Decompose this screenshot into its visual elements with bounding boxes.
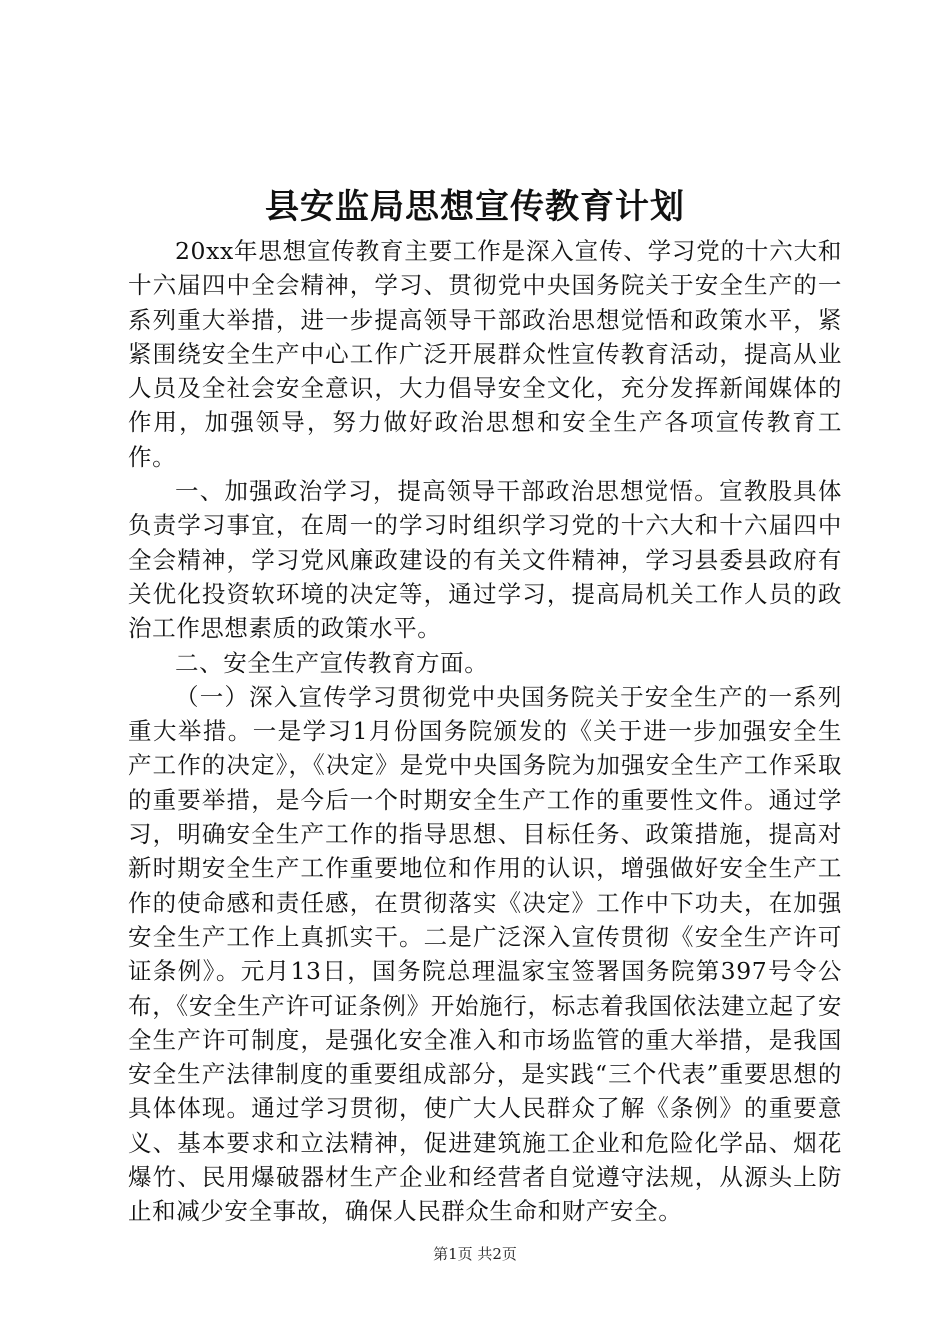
subsection-one-paragraph: （一）深入宣传学习贯彻党中央国务院关于安全生产的一系列重大举措。一是学习1月份国务院颁发的《关于进一步加强安全生产工作的决定》，《决定》是党中央国务院为加强安全生产工作采取的重要举措，是今后一个时期安全生产工作的重要性文件。通过学习，明确安全生产工作的指导思想、目标任务、政策措施，提高对新时期安全生产工作重要地位和作用的认识，增强做好安全生产工作的使命感和责任感，在贯彻落实《决定》工作中下功夫，在加强安全生产工作上真抓实干。二是广泛深入宣传贯彻《安全生产许可证条例》。元月13日，国务院总理温家宝签署国务院第397号令公布，《安全生产许可证条例》开始施行，标志着我国依法建立起了安全生产许可制度，是强化安全准入和市场监管的重大举措，是我国安全生产法律制度的重要组成部分，是实践“三个代表”重要思想的具体体现。通过学习贯彻，使广大人民群众了解《条例》的重要意义、基本要求和立法精神，促进建筑施工企业和危险化学品、烟花爆竹、民用爆破器材生产企业和经营者自觉遵守法规，从源头上防止和减少安全事故，确保人民群众生命和财产安全。 [128,682,842,1226]
section-one-paragraph: 一、加强政治学习，提高领导干部政治思想觉悟。宣教股具体负责学习事宜，在周一的学习时组织学习党的十六大和十六届四中全会精神，学习党风廉政建设的有关文件精神，学习县委县政府有关优化投资软环境的决定等，通过学习，提高局机关工作人员的政治工作思想素质的政策水平。 [128,477,842,643]
page-footer: 第1页 共2页 [433,1245,517,1263]
section-two-heading: 二、安全生产宣传教育方面。 [175,648,489,677]
document-body [128,234,842,1229]
intro-paragraph: 20xx年思想宣传教育主要工作是深入宣传、学习党的十六大和十六届四中全会精神，学习、贯彻党中央国务院关于安全生产的一系列重大举措，进一步提高领导干部政治思想觉悟和政策水平，紧紧围绕安全生产中心工作广泛开展群众性宣传教育活动，提高从业人员及全社会安全意识，大力倡导安全文化，充分发挥新闻媒体的作用，加强领导，努力做好政治思想和安全生产各项宣传教育工作。 [128,237,842,471]
document-title: 县安监局思想宣传教育计划 [265,187,685,227]
